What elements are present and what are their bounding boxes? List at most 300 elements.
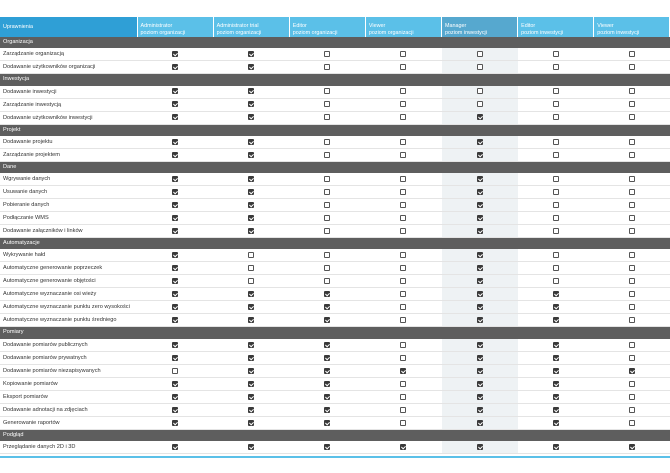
table-row: [0, 249, 670, 262]
unchecked-checkbox-icon[interactable]: [324, 88, 330, 94]
unchecked-checkbox-icon[interactable]: [400, 228, 406, 234]
permission-cell: [442, 314, 518, 327]
checked-checkbox-icon[interactable]: [400, 368, 406, 374]
table-row: [0, 416, 670, 429]
permission-label: Usuwanie danych: [0, 186, 137, 199]
unchecked-checkbox-icon[interactable]: [553, 139, 559, 145]
unchecked-checkbox-icon[interactable]: [553, 265, 559, 271]
permission-cell: [518, 61, 594, 74]
unchecked-checkbox-icon[interactable]: [553, 51, 559, 57]
permission-label: Dodawanie adnotacji na zdjęciach: [0, 403, 137, 416]
permission-cell: [442, 249, 518, 262]
permission-cell: [137, 173, 213, 186]
unchecked-checkbox-icon[interactable]: [477, 64, 483, 70]
checked-checkbox-icon[interactable]: [324, 368, 330, 374]
permission-cell: [518, 262, 594, 275]
checked-checkbox-icon[interactable]: [477, 342, 483, 348]
permission-cell: [213, 262, 289, 275]
permission-cell: [137, 262, 213, 275]
checked-checkbox-icon[interactable]: [172, 304, 178, 310]
unchecked-checkbox-icon[interactable]: [400, 278, 406, 284]
unchecked-checkbox-icon[interactable]: [248, 278, 254, 284]
checked-checkbox-icon[interactable]: [172, 420, 178, 426]
unchecked-checkbox-icon[interactable]: [248, 265, 254, 271]
header-role-4: [442, 17, 518, 37]
permission-cell: [289, 364, 365, 377]
permission-cell: [289, 301, 365, 314]
unchecked-checkbox-icon[interactable]: [400, 304, 406, 310]
checked-checkbox-icon[interactable]: [248, 304, 254, 310]
permission-cell: [518, 364, 594, 377]
checked-checkbox-icon[interactable]: [172, 176, 178, 182]
unchecked-checkbox-icon[interactable]: [553, 152, 559, 158]
permission-cell: [365, 111, 441, 124]
permission-cell: [213, 390, 289, 403]
checked-checkbox-icon[interactable]: [477, 139, 483, 145]
permission-cell: [213, 199, 289, 212]
checked-checkbox-icon[interactable]: [477, 381, 483, 387]
permission-cell: [442, 351, 518, 364]
unchecked-checkbox-icon[interactable]: [477, 101, 483, 107]
header-role-1: [213, 17, 289, 37]
unchecked-checkbox-icon[interactable]: [629, 291, 635, 297]
permission-cell: [518, 275, 594, 288]
unchecked-checkbox-icon[interactable]: [324, 252, 330, 258]
unchecked-checkbox-icon[interactable]: [629, 265, 635, 271]
checked-checkbox-icon[interactable]: [477, 317, 483, 323]
permission-cell: [442, 199, 518, 212]
checked-checkbox-icon[interactable]: [248, 381, 254, 387]
table-bottom-border: [0, 456, 670, 458]
table-row: [0, 364, 670, 377]
checked-checkbox-icon[interactable]: [248, 355, 254, 361]
unchecked-checkbox-icon[interactable]: [324, 202, 330, 208]
unchecked-checkbox-icon[interactable]: [629, 355, 635, 361]
unchecked-checkbox-icon[interactable]: [400, 51, 406, 57]
unchecked-checkbox-icon[interactable]: [400, 265, 406, 271]
checked-checkbox-icon[interactable]: [172, 114, 178, 120]
unchecked-checkbox-icon[interactable]: [629, 420, 635, 426]
checked-checkbox-icon[interactable]: [477, 368, 483, 374]
permission-label: Dodawanie pomiarów prywatnych: [0, 351, 137, 364]
unchecked-checkbox-icon[interactable]: [629, 64, 635, 70]
unchecked-checkbox-icon[interactable]: [324, 51, 330, 57]
unchecked-checkbox-icon[interactable]: [553, 215, 559, 221]
section-title: Organizacja: [0, 37, 670, 48]
unchecked-checkbox-icon[interactable]: [400, 407, 406, 413]
unchecked-checkbox-icon[interactable]: [324, 176, 330, 182]
permission-cell: [213, 403, 289, 416]
permission-cell: [213, 111, 289, 124]
permission-cell: [213, 173, 289, 186]
permission-label: Dodawanie załączników i linków: [0, 225, 137, 238]
checked-checkbox-icon[interactable]: [248, 317, 254, 323]
unchecked-checkbox-icon[interactable]: [172, 368, 178, 374]
checked-checkbox-icon[interactable]: [477, 444, 483, 450]
checked-checkbox-icon[interactable]: [477, 304, 483, 310]
permission-cell: [594, 288, 670, 301]
checked-checkbox-icon[interactable]: [553, 355, 559, 361]
permission-label: Zarządzanie inwestycją: [0, 98, 137, 111]
permission-cell: [594, 148, 670, 161]
checked-checkbox-icon[interactable]: [553, 420, 559, 426]
checked-checkbox-icon[interactable]: [172, 342, 178, 348]
unchecked-checkbox-icon[interactable]: [553, 228, 559, 234]
unchecked-checkbox-icon[interactable]: [629, 215, 635, 221]
checked-checkbox-icon[interactable]: [324, 444, 330, 450]
unchecked-checkbox-icon[interactable]: [400, 252, 406, 258]
permission-label: Kopiowanie pomiarów: [0, 377, 137, 390]
checked-checkbox-icon[interactable]: [248, 88, 254, 94]
checked-checkbox-icon[interactable]: [553, 304, 559, 310]
permission-cell: [137, 288, 213, 301]
unchecked-checkbox-icon[interactable]: [248, 252, 254, 258]
table-row: [0, 314, 670, 327]
unchecked-checkbox-icon[interactable]: [629, 342, 635, 348]
checked-checkbox-icon[interactable]: [477, 202, 483, 208]
checked-checkbox-icon[interactable]: [477, 152, 483, 158]
permission-cell: [442, 225, 518, 238]
section-title: Dane: [0, 161, 670, 173]
permission-cell: [442, 111, 518, 124]
unchecked-checkbox-icon[interactable]: [629, 252, 635, 258]
unchecked-checkbox-icon[interactable]: [629, 228, 635, 234]
checked-checkbox-icon[interactable]: [248, 407, 254, 413]
permission-cell: [137, 339, 213, 352]
checked-checkbox-icon[interactable]: [248, 368, 254, 374]
permission-cell: [365, 136, 441, 149]
checked-checkbox-icon[interactable]: [248, 114, 254, 120]
unchecked-checkbox-icon[interactable]: [629, 88, 635, 94]
permission-cell: [594, 390, 670, 403]
permission-cell: [213, 275, 289, 288]
checked-checkbox-icon[interactable]: [477, 407, 483, 413]
checked-checkbox-icon[interactable]: [553, 317, 559, 323]
unchecked-checkbox-icon[interactable]: [553, 202, 559, 208]
permission-cell: [442, 136, 518, 149]
checked-checkbox-icon[interactable]: [172, 265, 178, 271]
checked-checkbox-icon[interactable]: [172, 88, 178, 94]
unchecked-checkbox-icon[interactable]: [553, 278, 559, 284]
checked-checkbox-icon[interactable]: [477, 252, 483, 258]
checked-checkbox-icon[interactable]: [172, 381, 178, 387]
checked-checkbox-icon[interactable]: [477, 394, 483, 400]
checked-checkbox-icon[interactable]: [324, 420, 330, 426]
permission-cell: [137, 61, 213, 74]
permission-cell: [594, 48, 670, 61]
permission-cell: [518, 351, 594, 364]
unchecked-checkbox-icon[interactable]: [324, 189, 330, 195]
permission-cell: [289, 186, 365, 199]
header-permissions: Uprawnienia: [0, 17, 137, 37]
checked-checkbox-icon[interactable]: [248, 291, 254, 297]
permission-cell: [442, 212, 518, 225]
permission-cell: [594, 212, 670, 225]
checked-checkbox-icon[interactable]: [172, 139, 178, 145]
permission-cell: [594, 275, 670, 288]
role-name: Editor: [521, 23, 536, 30]
unchecked-checkbox-icon[interactable]: [629, 114, 635, 120]
permission-cell: [213, 136, 289, 149]
table-row: [0, 199, 670, 212]
unchecked-checkbox-icon[interactable]: [400, 114, 406, 120]
checked-checkbox-icon[interactable]: [324, 304, 330, 310]
section-title: Automatyzacje: [0, 238, 670, 250]
permission-cell: [289, 199, 365, 212]
checked-checkbox-icon[interactable]: [172, 291, 178, 297]
unchecked-checkbox-icon[interactable]: [400, 101, 406, 107]
permission-cell: [289, 314, 365, 327]
checked-checkbox-icon[interactable]: [324, 355, 330, 361]
permission-label: Wykrywanie hałd: [0, 249, 137, 262]
checked-checkbox-icon[interactable]: [324, 342, 330, 348]
checked-checkbox-icon[interactable]: [477, 114, 483, 120]
permission-cell: [289, 351, 365, 364]
unchecked-checkbox-icon[interactable]: [629, 304, 635, 310]
unchecked-checkbox-icon[interactable]: [629, 317, 635, 323]
checked-checkbox-icon[interactable]: [477, 291, 483, 297]
unchecked-checkbox-icon[interactable]: [324, 152, 330, 158]
table-row: [0, 390, 670, 403]
unchecked-checkbox-icon[interactable]: [324, 139, 330, 145]
unchecked-checkbox-icon[interactable]: [400, 355, 406, 361]
checked-checkbox-icon[interactable]: [629, 444, 635, 450]
unchecked-checkbox-icon[interactable]: [553, 189, 559, 195]
permission-cell: [213, 249, 289, 262]
checked-checkbox-icon[interactable]: [248, 228, 254, 234]
unchecked-checkbox-icon[interactable]: [629, 394, 635, 400]
table-row: [0, 339, 670, 352]
checked-checkbox-icon[interactable]: [324, 317, 330, 323]
unchecked-checkbox-icon[interactable]: [400, 420, 406, 426]
checked-checkbox-icon[interactable]: [248, 101, 254, 107]
checked-checkbox-icon[interactable]: [248, 444, 254, 450]
unchecked-checkbox-icon[interactable]: [629, 189, 635, 195]
role-scope: poziom organizacji: [292, 29, 338, 36]
unchecked-checkbox-icon[interactable]: [400, 88, 406, 94]
table-row: [0, 212, 670, 225]
permission-cell: [442, 364, 518, 377]
checked-checkbox-icon[interactable]: [477, 265, 483, 271]
checked-checkbox-icon[interactable]: [172, 355, 178, 361]
permission-cell: [442, 301, 518, 314]
checked-checkbox-icon[interactable]: [248, 342, 254, 348]
checked-checkbox-icon[interactable]: [248, 215, 254, 221]
checked-checkbox-icon[interactable]: [172, 64, 178, 70]
unchecked-checkbox-icon[interactable]: [477, 88, 483, 94]
permission-cell: [289, 173, 365, 186]
checked-checkbox-icon[interactable]: [477, 420, 483, 426]
permission-label: Wgrywanie danych: [0, 173, 137, 186]
checked-checkbox-icon[interactable]: [172, 317, 178, 323]
checked-checkbox-icon[interactable]: [477, 189, 483, 195]
permission-label: Automatyczne wyznaczanie punktu średniego: [0, 314, 137, 327]
checked-checkbox-icon[interactable]: [172, 228, 178, 234]
checked-checkbox-icon[interactable]: [172, 394, 178, 400]
unchecked-checkbox-icon[interactable]: [400, 215, 406, 221]
unchecked-checkbox-icon[interactable]: [324, 265, 330, 271]
checked-checkbox-icon[interactable]: [324, 381, 330, 387]
checked-checkbox-icon[interactable]: [248, 64, 254, 70]
checked-checkbox-icon[interactable]: [477, 278, 483, 284]
checked-checkbox-icon[interactable]: [477, 228, 483, 234]
permission-cell: [594, 351, 670, 364]
unchecked-checkbox-icon[interactable]: [400, 381, 406, 387]
section-title: Pomiary: [0, 327, 670, 339]
permission-cell: [442, 288, 518, 301]
role-scope: poziom inwestycji: [521, 29, 564, 36]
unchecked-checkbox-icon[interactable]: [629, 381, 635, 387]
checked-checkbox-icon[interactable]: [172, 252, 178, 258]
unchecked-checkbox-icon[interactable]: [553, 64, 559, 70]
permission-cell: [365, 225, 441, 238]
checked-checkbox-icon[interactable]: [477, 215, 483, 221]
checked-checkbox-icon[interactable]: [324, 407, 330, 413]
unchecked-checkbox-icon[interactable]: [553, 176, 559, 182]
permission-cell: [365, 173, 441, 186]
unchecked-checkbox-icon[interactable]: [629, 278, 635, 284]
checked-checkbox-icon[interactable]: [172, 202, 178, 208]
permission-cell: [442, 98, 518, 111]
unchecked-checkbox-icon[interactable]: [629, 176, 635, 182]
permission-cell: [442, 339, 518, 352]
checked-checkbox-icon[interactable]: [248, 139, 254, 145]
unchecked-checkbox-icon[interactable]: [400, 189, 406, 195]
checked-checkbox-icon[interactable]: [629, 368, 635, 374]
checked-checkbox-icon[interactable]: [172, 278, 178, 284]
permission-cell: [518, 301, 594, 314]
unchecked-checkbox-icon[interactable]: [324, 64, 330, 70]
permission-label: Podłączanie WMS: [0, 212, 137, 225]
unchecked-checkbox-icon[interactable]: [629, 202, 635, 208]
permission-cell: [289, 136, 365, 149]
unchecked-checkbox-icon[interactable]: [324, 101, 330, 107]
checked-checkbox-icon[interactable]: [553, 407, 559, 413]
unchecked-checkbox-icon[interactable]: [477, 51, 483, 57]
unchecked-checkbox-icon[interactable]: [553, 101, 559, 107]
checked-checkbox-icon[interactable]: [324, 291, 330, 297]
checked-checkbox-icon[interactable]: [172, 444, 178, 450]
checked-checkbox-icon[interactable]: [248, 189, 254, 195]
unchecked-checkbox-icon[interactable]: [324, 278, 330, 284]
permission-cell: [518, 288, 594, 301]
checked-checkbox-icon[interactable]: [324, 394, 330, 400]
unchecked-checkbox-icon[interactable]: [400, 64, 406, 70]
permission-cell: [137, 98, 213, 111]
permission-cell: [365, 339, 441, 352]
checked-checkbox-icon[interactable]: [172, 407, 178, 413]
permission-cell: [518, 249, 594, 262]
unchecked-checkbox-icon[interactable]: [324, 228, 330, 234]
permission-cell: [442, 390, 518, 403]
permission-cell: [213, 314, 289, 327]
checked-checkbox-icon[interactable]: [553, 381, 559, 387]
checked-checkbox-icon[interactable]: [400, 444, 406, 450]
table-row: [0, 61, 670, 74]
permission-cell: [289, 111, 365, 124]
permission-cell: [594, 301, 670, 314]
unchecked-checkbox-icon[interactable]: [400, 176, 406, 182]
checked-checkbox-icon[interactable]: [172, 101, 178, 107]
unchecked-checkbox-icon[interactable]: [324, 114, 330, 120]
permission-cell: [518, 377, 594, 390]
checked-checkbox-icon[interactable]: [248, 51, 254, 57]
header-row: [0, 17, 670, 37]
unchecked-checkbox-icon[interactable]: [629, 152, 635, 158]
permission-label: Generowanie raportów: [0, 416, 137, 429]
permission-cell: [518, 111, 594, 124]
permission-cell: [518, 416, 594, 429]
unchecked-checkbox-icon[interactable]: [400, 139, 406, 145]
permission-cell: [442, 186, 518, 199]
unchecked-checkbox-icon[interactable]: [324, 215, 330, 221]
unchecked-checkbox-icon[interactable]: [629, 101, 635, 107]
permission-cell: [137, 111, 213, 124]
unchecked-checkbox-icon[interactable]: [400, 317, 406, 323]
permission-cell: [289, 390, 365, 403]
permission-cell: [213, 377, 289, 390]
permission-cell: [442, 377, 518, 390]
section-header: [0, 327, 670, 339]
permission-cell: [137, 186, 213, 199]
checked-checkbox-icon[interactable]: [248, 202, 254, 208]
unchecked-checkbox-icon[interactable]: [400, 342, 406, 348]
unchecked-checkbox-icon[interactable]: [629, 139, 635, 145]
checked-checkbox-icon[interactable]: [172, 215, 178, 221]
unchecked-checkbox-icon[interactable]: [400, 291, 406, 297]
permission-cell: [137, 301, 213, 314]
permission-cell: [594, 403, 670, 416]
checked-checkbox-icon[interactable]: [248, 176, 254, 182]
permission-cell: [594, 339, 670, 352]
table-row: [0, 403, 670, 416]
unchecked-checkbox-icon[interactable]: [553, 252, 559, 258]
unchecked-checkbox-icon[interactable]: [400, 202, 406, 208]
unchecked-checkbox-icon[interactable]: [629, 407, 635, 413]
permission-cell: [137, 48, 213, 61]
permission-cell: [518, 225, 594, 238]
permission-cell: [213, 212, 289, 225]
checked-checkbox-icon[interactable]: [172, 189, 178, 195]
checked-checkbox-icon[interactable]: [248, 152, 254, 158]
header-role-5: [518, 17, 594, 37]
checked-checkbox-icon[interactable]: [172, 152, 178, 158]
checked-checkbox-icon[interactable]: [553, 291, 559, 297]
unchecked-checkbox-icon[interactable]: [629, 51, 635, 57]
unchecked-checkbox-icon[interactable]: [400, 394, 406, 400]
checked-checkbox-icon[interactable]: [248, 394, 254, 400]
checked-checkbox-icon[interactable]: [477, 355, 483, 361]
checked-checkbox-icon[interactable]: [553, 394, 559, 400]
checked-checkbox-icon[interactable]: [553, 368, 559, 374]
permission-cell: [289, 212, 365, 225]
permission-cell: [137, 403, 213, 416]
unchecked-checkbox-icon[interactable]: [553, 114, 559, 120]
table-row: [0, 48, 670, 61]
checked-checkbox-icon[interactable]: [248, 420, 254, 426]
unchecked-checkbox-icon[interactable]: [400, 152, 406, 158]
permission-cell: [518, 314, 594, 327]
section-header: [0, 238, 670, 250]
checked-checkbox-icon[interactable]: [553, 444, 559, 450]
permission-label: Przeglądanie danych 2D i 3D: [0, 441, 137, 454]
checked-checkbox-icon[interactable]: [553, 342, 559, 348]
checked-checkbox-icon[interactable]: [172, 51, 178, 57]
table-row: [0, 136, 670, 149]
checked-checkbox-icon[interactable]: [477, 176, 483, 182]
unchecked-checkbox-icon[interactable]: [553, 88, 559, 94]
permission-label: Eksport pomiarów: [0, 390, 137, 403]
